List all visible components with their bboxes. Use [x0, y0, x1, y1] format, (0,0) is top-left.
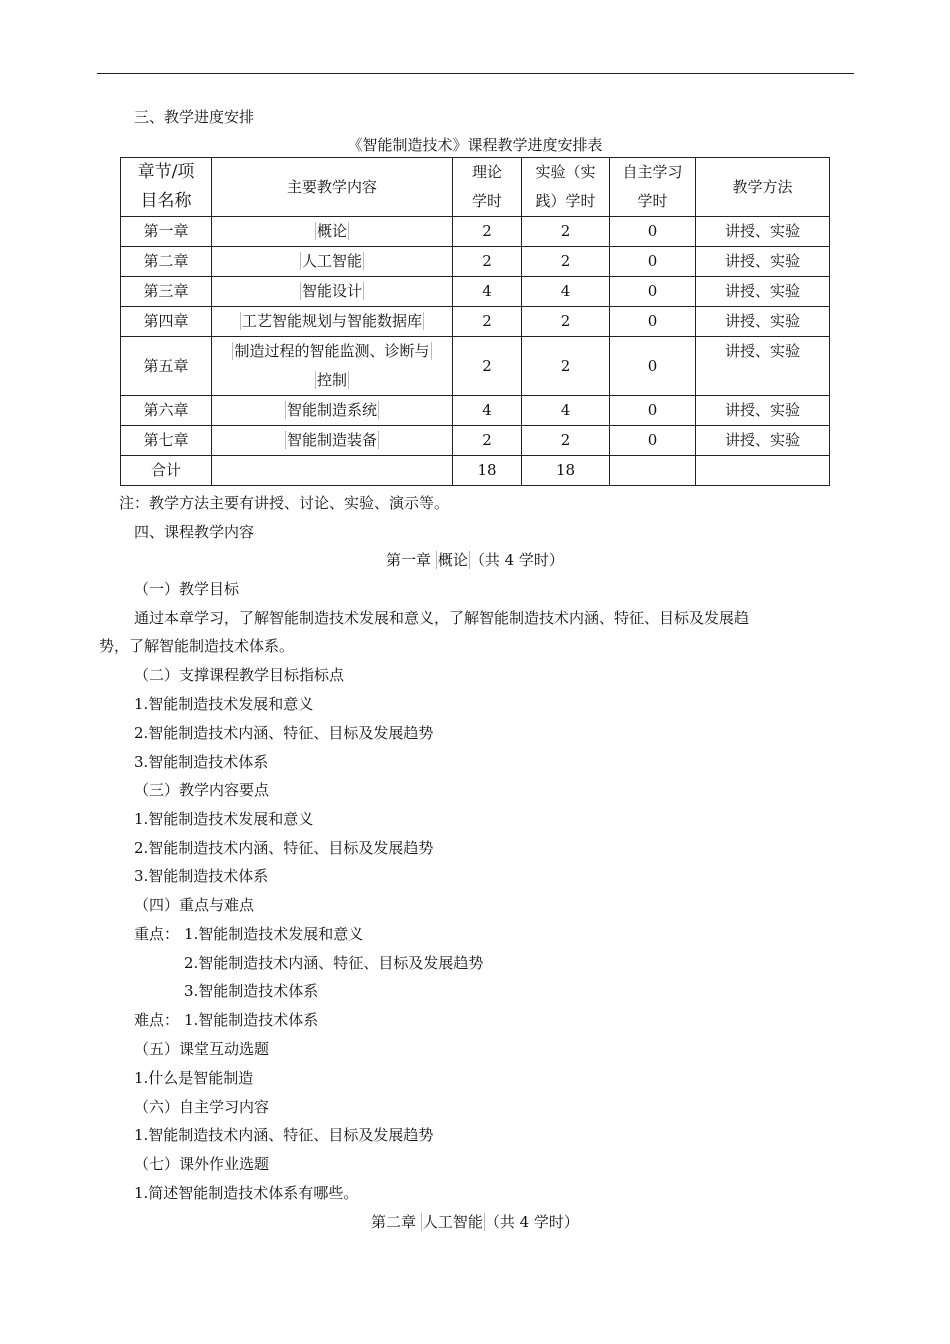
table-row — [121, 337, 830, 396]
cell-self — [610, 456, 696, 486]
header-content: 主要教学内容 — [212, 158, 453, 217]
cell-self: 0 — [610, 307, 696, 337]
list-item: 1.智能制造技术内涵、特征、目标及发展趋势 — [134, 1126, 434, 1144]
cell-chapter: 第三章 — [121, 277, 212, 307]
cell-self: 0 — [610, 247, 696, 277]
section4-heading: 四、课程教学内容 — [134, 523, 255, 541]
list-item: 1.什么是智能制造 — [134, 1069, 254, 1087]
list-item: 1.智能制造技术体系 — [184, 1011, 319, 1029]
cell-experiment: 2 — [522, 217, 610, 247]
cell-method: 讲授、实验 — [696, 396, 830, 426]
key-label: 重点： — [134, 925, 180, 943]
cell-theory: 4 — [453, 396, 522, 426]
header-rule — [97, 73, 854, 74]
list-item: 2.智能制造技术内涵、特征、目标及发展趋势 — [184, 954, 484, 972]
table-total-row — [121, 456, 830, 486]
cell-self: 0 — [610, 396, 696, 426]
table-row — [121, 277, 830, 307]
table-caption: 《智能制造技术》课程教学进度安排表 — [347, 136, 603, 154]
cell-content: 人工智能 — [212, 247, 453, 277]
cell-theory: 2 — [453, 426, 522, 456]
cell-total-label: 合计 — [121, 456, 212, 486]
cell-content: 概论 — [212, 217, 453, 247]
cell-theory: 2 — [453, 337, 522, 396]
support-heading: （二）支撑课程教学目标指标点 — [134, 666, 345, 684]
cell-experiment: 4 — [522, 277, 610, 307]
cell-method: 讲授、实验 — [696, 277, 830, 307]
schedule-table — [120, 157, 830, 486]
cell-method — [696, 456, 830, 486]
cell-total-experiment: 18 — [522, 456, 610, 486]
cell-experiment: 4 — [522, 396, 610, 426]
list-item: 1.简述智能制造技术体系有哪些。 — [134, 1184, 359, 1202]
cell-total-theory: 18 — [453, 456, 522, 486]
table-row — [121, 217, 830, 247]
table-row — [121, 247, 830, 277]
list-item: 1.智能制造技术发展和意义 — [184, 925, 364, 943]
cell-experiment: 2 — [522, 247, 610, 277]
chapter1-title: 第一章 概论 （共 4 学时） — [386, 551, 564, 569]
cell-experiment: 2 — [522, 337, 610, 396]
section3-heading: 三、教学进度安排 — [134, 108, 255, 126]
header-experiment: 实验（实 践）学时 — [522, 158, 610, 217]
table-row — [121, 307, 830, 337]
list-item: 2.智能制造技术内涵、特征、目标及发展趋势 — [134, 839, 434, 857]
cell-theory: 2 — [453, 247, 522, 277]
list-item: 3.智能制造技术体系 — [134, 753, 269, 771]
header-self-study: 自主学习 学时 — [610, 158, 696, 217]
cell-content: 智能设计 — [212, 277, 453, 307]
header-theory: 理论 学时 — [453, 158, 522, 217]
table-header-row — [121, 158, 830, 217]
cell-experiment: 2 — [522, 426, 610, 456]
self-study-heading: （六）自主学习内容 — [134, 1098, 270, 1116]
header-method: 教学方法 — [696, 158, 830, 217]
cell-content: 工艺智能规划与智能数据库 — [212, 307, 453, 337]
goal-paragraph-cont: 势，了解智能制造技术体系。 — [99, 637, 295, 655]
cell-theory: 2 — [453, 307, 522, 337]
list-item: 1.智能制造技术发展和意义 — [134, 695, 314, 713]
chapter2-title: 第二章 人工智能 （共 4 学时） — [371, 1213, 579, 1231]
cell-content — [212, 456, 453, 486]
cell-method: 讲授、实验 — [696, 217, 830, 247]
header-chapter: 章节/项 目名称 — [121, 158, 212, 217]
cell-chapter: 第四章 — [121, 307, 212, 337]
cell-method: 讲授、实验 — [696, 247, 830, 277]
goal-paragraph: 通过本章学习，了解智能制造技术发展和意义，了解智能制造技术内涵、特征、目标及发展趋 — [134, 609, 750, 627]
table-note: 注：教学方法主要有讲授、讨论、实验、演示等。 — [119, 494, 450, 512]
table-row — [121, 396, 830, 426]
cell-chapter: 第一章 — [121, 217, 212, 247]
cell-chapter: 第七章 — [121, 426, 212, 456]
cell-method: 讲授、实验 — [696, 426, 830, 456]
cell-method: 讲授、实验 — [696, 337, 830, 396]
cell-self: 0 — [610, 337, 696, 396]
list-item: 3.智能制造技术体系 — [134, 867, 269, 885]
cell-method: 讲授、实验 — [696, 307, 830, 337]
key-heading: （四）重点与难点 — [134, 896, 255, 914]
cell-theory: 2 — [453, 217, 522, 247]
cell-self: 0 — [610, 277, 696, 307]
list-item: 2.智能制造技术内涵、特征、目标及发展趋势 — [134, 724, 434, 742]
cell-self: 0 — [610, 217, 696, 247]
cell-chapter: 第二章 — [121, 247, 212, 277]
cell-self: 0 — [610, 426, 696, 456]
list-item: 3.智能制造技术体系 — [184, 982, 319, 1000]
list-item: 1.智能制造技术发展和意义 — [134, 810, 314, 828]
cell-experiment: 2 — [522, 307, 610, 337]
cell-theory: 4 — [453, 277, 522, 307]
cell-content: 制造过程的智能监测、诊断与 控制 — [212, 337, 453, 396]
cell-content: 智能制造装备 — [212, 426, 453, 456]
cell-content: 智能制造系统 — [212, 396, 453, 426]
interact-heading: （五）课堂互动选题 — [134, 1040, 270, 1058]
goal-heading: （一）教学目标 — [134, 580, 240, 598]
cell-chapter: 第五章 — [121, 337, 212, 396]
cell-chapter: 第六章 — [121, 396, 212, 426]
table-row — [121, 426, 830, 456]
points-heading: （三）教学内容要点 — [134, 781, 270, 799]
diff-label: 难点： — [134, 1011, 180, 1029]
homework-heading: （七）课外作业选题 — [134, 1155, 270, 1173]
